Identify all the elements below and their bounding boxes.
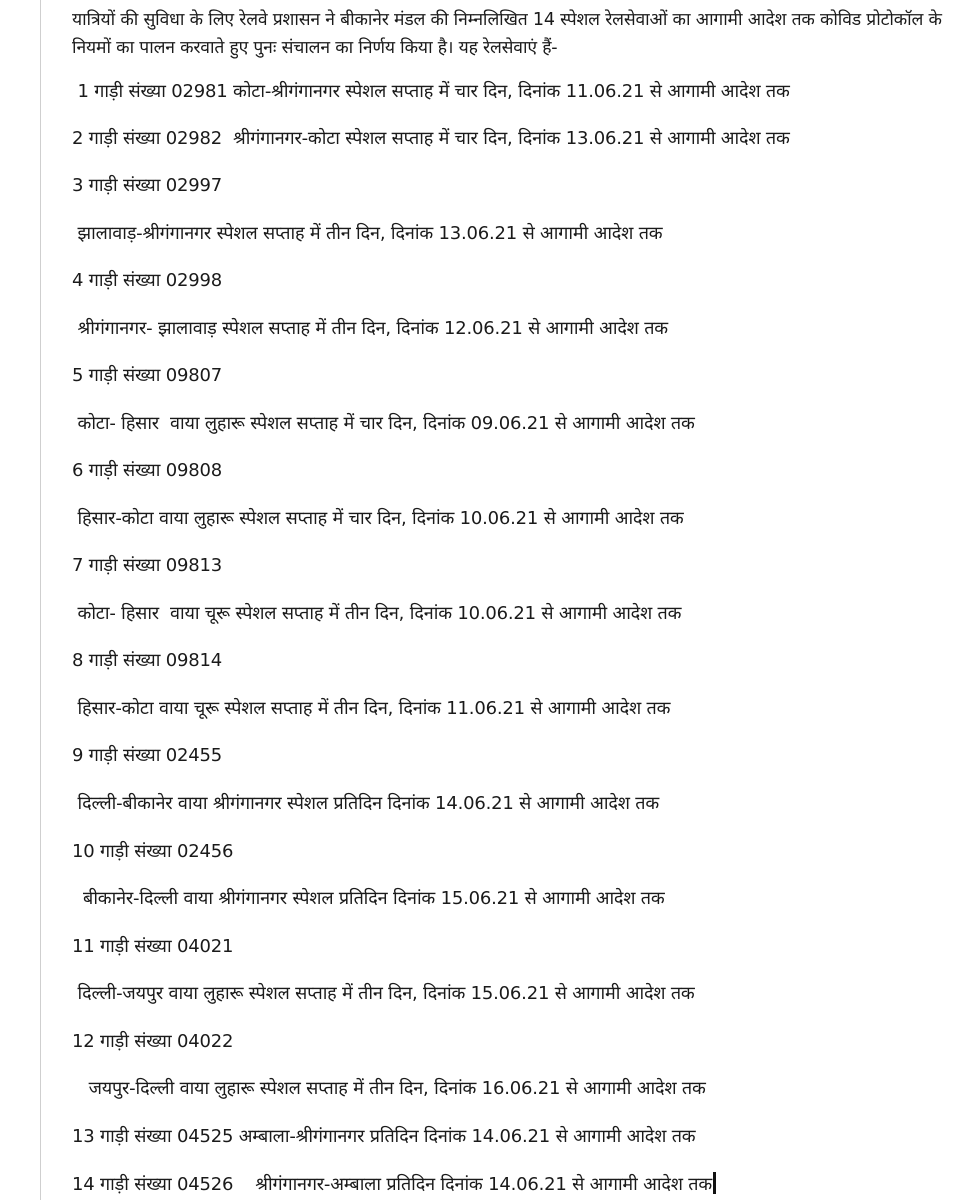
list-line: जयपुर-दिल्ली वाया लुहारू स्पेशल सप्ताह में तीन दिन, दिनांक 16.06.21 से आगामी आदेश तक — [72, 1078, 706, 1099]
list-line: 4 गाड़ी संख्या 02998 — [72, 270, 222, 291]
list-line: बीकानेर-दिल्ली वाया श्रीगंगानगर स्पेशल प्रतिदिन दिनांक 15.06.21 से आगामी आदेश तक — [72, 888, 665, 909]
list-line: 3 गाड़ी संख्या 02997 — [72, 175, 222, 196]
list-line: 2 गाड़ी संख्या 02982 श्रीगंगानगर-कोटा स्पेशल सप्ताह में चार दिन, दिनांक 13.06.21 से आगामी आदेश तक — [72, 128, 790, 149]
list-line: दिल्ली-जयपुर वाया लुहारू स्पेशल सप्ताह में तीन दिन, दिनांक 15.06.21 से आगामी आदेश तक — [72, 983, 695, 1004]
list-line: हिसार-कोटा वाया चूरू स्पेशल सप्ताह में तीन दिन, दिनांक 11.06.21 से आगामी आदेश तक — [72, 698, 671, 719]
list-line: दिल्ली-बीकानेर वाया श्रीगंगानगर स्पेशल प्रतिदिन दिनांक 14.06.21 से आगामी आदेश तक — [72, 793, 659, 814]
document-page — [72, 0, 952, 62]
list-line: 14 गाड़ी संख्या 04526 श्रीगंगानगर-अम्बाला प्रतिदिन दिनांक 14.06.21 से आगामी आदेश तक — [72, 1172, 716, 1197]
list-line: 11 गाड़ी संख्या 04021 — [72, 936, 234, 957]
list-line: 13 गाड़ी संख्या 04525 अम्बाला-श्रीगंगानगर प्रतिदिन दिनांक 14.06.21 से आगामी आदेश तक — [72, 1126, 696, 1147]
list-line: श्रीगंगानगर- झालावाड़ स्पेशल सप्ताह में तीन दिन, दिनांक 12.06.21 से आगामी आदेश तक — [72, 318, 668, 339]
intro-paragraph: यात्रियों की सुविधा के लिए रेलवे प्रशासन ने बीकानेर मंडल की निम्नलिखित 14 स्पेशल रेलसेवाओं का आगामी आदेश तक कोविड प्रोटोकॉल के नियमों का पालन करवाते हुए पुनः संचालन का निर्णय किया है। यह रेलसेवाएं हैं- — [72, 10, 942, 58]
list-line: कोटा- हिसार वाया लुहारू स्पेशल सप्ताह में चार दिन, दिनांक 09.06.21 से आगामी आदेश तक — [72, 413, 695, 434]
list-line: हिसार-कोटा वाया लुहारू स्पेशल सप्ताह में चार दिन, दिनांक 10.06.21 से आगामी आदेश तक — [72, 508, 684, 529]
page-margin-rule — [40, 0, 41, 1200]
list-line: 9 गाड़ी संख्या 02455 — [72, 745, 222, 766]
list-line: 8 गाड़ी संख्या 09814 — [72, 650, 222, 671]
text-cursor — [713, 1172, 716, 1194]
list-line: 6 गाड़ी संख्या 09808 — [72, 460, 222, 481]
list-line: 1 गाड़ी संख्या 02981 कोटा-श्रीगंगानगर स्पेशल सप्ताह में चार दिन, दिनांक 11.06.21 से आगामी आदेश तक — [72, 81, 790, 102]
list-line: कोटा- हिसार वाया चूरू स्पेशल सप्ताह में तीन दिन, दिनांक 10.06.21 से आगामी आदेश तक — [72, 603, 682, 624]
list-line: झालावाड़-श्रीगंगानगर स्पेशल सप्ताह में तीन दिन, दिनांक 13.06.21 से आगामी आदेश तक — [72, 223, 663, 244]
list-line: 5 गाड़ी संख्या 09807 — [72, 365, 222, 386]
list-line: 12 गाड़ी संख्या 04022 — [72, 1031, 234, 1052]
list-line: 10 गाड़ी संख्या 02456 — [72, 841, 234, 862]
list-line: 7 गाड़ी संख्या 09813 — [72, 555, 222, 576]
